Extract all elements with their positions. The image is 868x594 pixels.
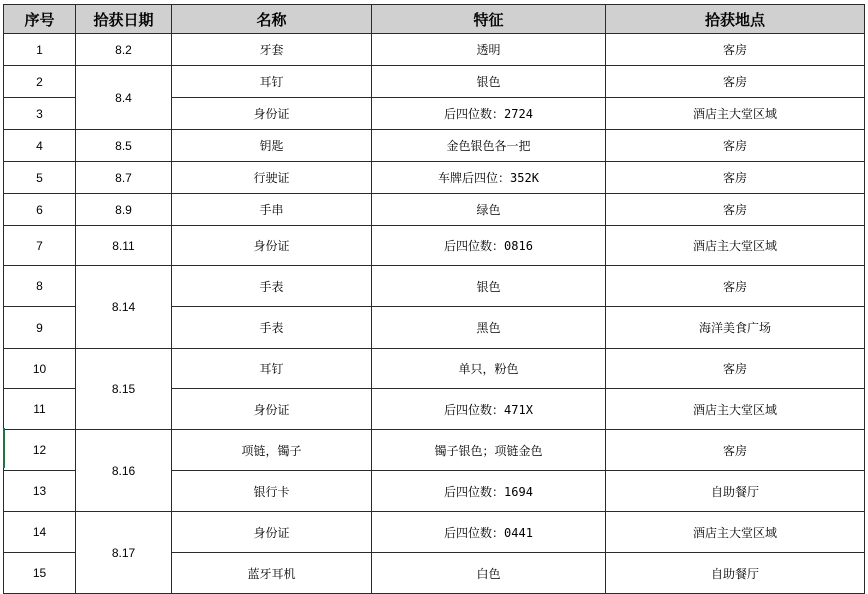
cell-no[interactable]: 3 xyxy=(4,98,76,130)
header-date[interactable]: 拾获日期 xyxy=(76,5,172,34)
cell-location[interactable]: 客房 xyxy=(606,266,865,307)
cell-location[interactable]: 酒店主大堂区域 xyxy=(606,389,865,430)
table-row xyxy=(4,162,865,194)
cell-feature[interactable]: 白色 xyxy=(372,553,606,594)
cell-no[interactable]: 6 xyxy=(4,194,76,226)
table-row xyxy=(4,130,865,162)
cell-location[interactable]: 酒店主大堂区域 xyxy=(606,226,865,266)
cell-date[interactable]: 8.9 xyxy=(76,194,172,226)
cell-date[interactable]: 8.7 xyxy=(76,162,172,194)
cell-name[interactable]: 银行卡 xyxy=(172,471,372,512)
table-row xyxy=(4,66,865,98)
header-location[interactable]: 拾获地点 xyxy=(606,5,865,34)
cell-date[interactable]: 8.4 xyxy=(76,66,172,130)
cell-name[interactable]: 身份证 xyxy=(172,512,372,553)
cell-name[interactable]: 手表 xyxy=(172,266,372,307)
cell-feature[interactable]: 银色 xyxy=(372,266,606,307)
cell-feature[interactable]: 镯子银色；项链金色 xyxy=(372,430,606,471)
table-row xyxy=(4,266,865,307)
cell-location[interactable]: 酒店主大堂区域 xyxy=(606,98,865,130)
cell-location[interactable]: 自助餐厅 xyxy=(606,471,865,512)
header-row xyxy=(4,5,865,34)
cell-feature[interactable]: 后四位数：0816 xyxy=(372,226,606,266)
cell-no[interactable]: 7 xyxy=(4,226,76,266)
cell-location[interactable]: 海洋美食广场 xyxy=(606,307,865,349)
cell-name[interactable]: 蓝牙耳机 xyxy=(172,553,372,594)
table-row xyxy=(4,226,865,266)
cell-no[interactable]: 14 xyxy=(4,512,76,553)
cell-name[interactable]: 手表 xyxy=(172,307,372,349)
cell-feature[interactable]: 后四位数：0441 xyxy=(372,512,606,553)
cell-feature[interactable]: 后四位数：2724 xyxy=(372,98,606,130)
cell-name[interactable]: 身份证 xyxy=(172,98,372,130)
cell-name[interactable]: 行驶证 xyxy=(172,162,372,194)
cell-location[interactable]: 客房 xyxy=(606,130,865,162)
table-row xyxy=(4,430,865,471)
cell-no[interactable]: 8 xyxy=(4,266,76,307)
table-row xyxy=(4,194,865,226)
cell-name[interactable]: 手串 xyxy=(172,194,372,226)
cell-name[interactable]: 耳钉 xyxy=(172,349,372,389)
cell-feature[interactable]: 绿色 xyxy=(372,194,606,226)
cell-name[interactable]: 耳钉 xyxy=(172,66,372,98)
header-name[interactable]: 名称 xyxy=(172,5,372,34)
cell-name[interactable]: 身份证 xyxy=(172,226,372,266)
cell-location[interactable]: 客房 xyxy=(606,162,865,194)
cell-no[interactable]: 2 xyxy=(4,66,76,98)
cell-feature[interactable]: 黑色 xyxy=(372,307,606,349)
cell-feature[interactable]: 车牌后四位：352K xyxy=(372,162,606,194)
cell-location[interactable]: 自助餐厅 xyxy=(606,553,865,594)
cell-date[interactable]: 8.14 xyxy=(76,266,172,349)
cell-no[interactable]: 5 xyxy=(4,162,76,194)
cell-name[interactable]: 钥匙 xyxy=(172,130,372,162)
table-row xyxy=(4,34,865,66)
cell-no[interactable]: 4 xyxy=(4,130,76,162)
header-feature[interactable]: 特征 xyxy=(372,5,606,34)
cell-name[interactable]: 牙套 xyxy=(172,34,372,66)
cell-location[interactable]: 客房 xyxy=(606,34,865,66)
cell-no[interactable]: 9 xyxy=(4,307,76,349)
cell-date[interactable]: 8.5 xyxy=(76,130,172,162)
cell-feature[interactable]: 金色银色各一把 xyxy=(372,130,606,162)
cell-feature[interactable]: 单只，粉色 xyxy=(372,349,606,389)
cell-location[interactable]: 客房 xyxy=(606,349,865,389)
cell-location[interactable]: 客房 xyxy=(606,66,865,98)
cell-no[interactable]: 10 xyxy=(4,349,76,389)
cell-feature[interactable]: 后四位数：471X xyxy=(372,389,606,430)
cell-location[interactable]: 客房 xyxy=(606,430,865,471)
cell-location[interactable]: 客房 xyxy=(606,194,865,226)
cell-no[interactable]: 11 xyxy=(4,389,76,430)
cell-feature[interactable]: 银色 xyxy=(372,66,606,98)
cell-name[interactable]: 项链，镯子 xyxy=(172,430,372,471)
table-row xyxy=(4,349,865,389)
cell-no[interactable]: 12 xyxy=(4,430,76,471)
cell-no[interactable]: 15 xyxy=(4,553,76,594)
lost-and-found-table xyxy=(3,4,865,594)
cell-no[interactable]: 13 xyxy=(4,471,76,512)
cell-feature[interactable]: 后四位数：1694 xyxy=(372,471,606,512)
active-row-indicator xyxy=(3,428,5,468)
cell-date[interactable]: 8.11 xyxy=(76,226,172,266)
cell-date[interactable]: 8.17 xyxy=(76,512,172,594)
table-row xyxy=(4,512,865,553)
cell-no[interactable]: 1 xyxy=(4,34,76,66)
cell-date[interactable]: 8.2 xyxy=(76,34,172,66)
cell-name[interactable]: 身份证 xyxy=(172,389,372,430)
cell-date[interactable]: 8.16 xyxy=(76,430,172,512)
header-no[interactable]: 序号 xyxy=(4,5,76,34)
cell-feature[interactable]: 透明 xyxy=(372,34,606,66)
cell-location[interactable]: 酒店主大堂区域 xyxy=(606,512,865,553)
cell-date[interactable]: 8.15 xyxy=(76,349,172,430)
